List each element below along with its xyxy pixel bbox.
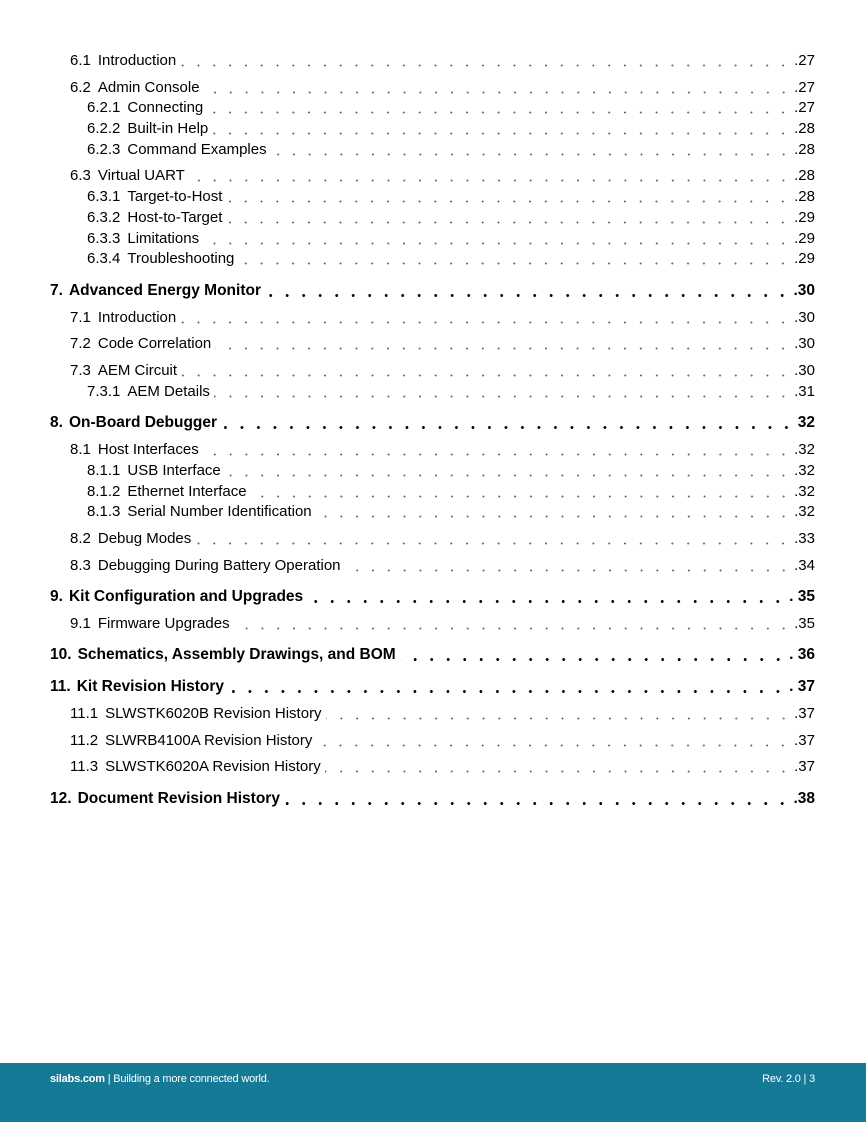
toc-page-number: .37 xyxy=(794,732,815,749)
toc-entry-6-3-3[interactable] xyxy=(87,228,815,248)
toc-page-number: .30 xyxy=(793,282,815,299)
toc-title: Target-to-Host xyxy=(127,188,223,205)
toc-entry-6-3-1[interactable] xyxy=(87,186,815,206)
toc-title: Code Correlation xyxy=(97,335,212,352)
dot-leader xyxy=(325,770,791,773)
dot-leader xyxy=(265,294,790,297)
toc-entry-7-1[interactable] xyxy=(70,307,815,327)
toc-page-number: .28 xyxy=(794,120,815,137)
dot-leader xyxy=(203,453,791,456)
toc-number: 9.1 xyxy=(70,615,91,632)
toc-entry-8[interactable] xyxy=(50,412,815,432)
toc-number: 7.3 xyxy=(70,362,91,379)
dot-leader xyxy=(238,262,791,265)
toc-page-number: .27 xyxy=(794,99,815,116)
toc-page-number: .29 xyxy=(794,209,815,226)
footer-revision-page: Rev. 2.0 | 3 xyxy=(762,1073,815,1085)
toc-number: 6.2 xyxy=(70,79,91,96)
toc-entry-7[interactable] xyxy=(50,280,815,300)
dot-leader xyxy=(226,200,791,203)
footer-tagline: | Building a more connected world. xyxy=(104,1073,270,1085)
toc-number: 11. xyxy=(50,678,71,695)
toc-entry-8-3[interactable] xyxy=(70,555,815,575)
toc-entry-6-2-3[interactable] xyxy=(87,139,815,159)
dot-leader xyxy=(195,542,791,545)
toc-title: AEM Circuit xyxy=(97,362,178,379)
toc-number: 6.3.3 xyxy=(87,230,121,247)
toc-page-number: .29 xyxy=(794,250,815,267)
toc-page-number: .32 xyxy=(794,503,815,520)
toc-entry-9-1[interactable] xyxy=(70,613,815,633)
toc-number: 6.2.2 xyxy=(87,120,121,137)
toc-page-number: .37 xyxy=(794,758,815,775)
dot-leader xyxy=(214,395,791,398)
toc-number: 11.1 xyxy=(70,705,99,722)
toc-page-number: .32 xyxy=(794,483,815,500)
toc-title: AEM Details xyxy=(127,383,210,400)
toc-number: 7. xyxy=(50,282,63,299)
toc-page-number: . 35 xyxy=(789,588,815,605)
toc-entry-6-2[interactable] xyxy=(70,77,815,97)
toc-title: Serial Number Identification xyxy=(127,503,312,520)
toc-page-number: .28 xyxy=(794,188,815,205)
toc-page-number: .31 xyxy=(794,383,815,400)
toc-title: Debugging During Battery Operation xyxy=(97,557,341,574)
dot-leader xyxy=(212,132,791,135)
toc-title: Kit Revision History xyxy=(76,678,224,695)
toc-entry-7-3-1[interactable] xyxy=(87,381,815,401)
dot-leader xyxy=(228,690,786,693)
toc-title: On-Board Debugger xyxy=(68,414,218,431)
toc-page-number: .28 xyxy=(794,141,815,158)
toc-title: Kit Configuration and Upgrades xyxy=(68,588,304,605)
toc-number: 7.1 xyxy=(70,309,91,326)
toc-page-number: .30 xyxy=(794,309,815,326)
toc-number: 11.2 xyxy=(70,732,99,749)
dot-leader xyxy=(326,717,792,720)
toc-title: Introduction xyxy=(97,52,177,69)
dot-leader xyxy=(207,111,791,114)
toc-title: Host-to-Target xyxy=(127,209,223,226)
toc-page-number: .30 xyxy=(794,362,815,379)
toc-page-number: .37 xyxy=(794,705,815,722)
toc-title: USB Interface xyxy=(127,462,221,479)
toc-entry-7-2[interactable] xyxy=(70,333,815,353)
dot-leader xyxy=(307,600,786,603)
toc-entry-11[interactable] xyxy=(50,676,815,696)
dot-leader xyxy=(251,495,792,498)
dot-leader xyxy=(345,569,792,572)
toc-number: 7.2 xyxy=(70,335,91,352)
toc-page-number: .38 xyxy=(793,790,815,807)
toc-number: 6.2.1 xyxy=(87,99,121,116)
toc-title: Ethernet Interface xyxy=(127,483,247,500)
toc-number: 6.3 xyxy=(70,167,91,184)
toc-entry-8-1[interactable] xyxy=(70,439,815,459)
dot-leader xyxy=(189,179,791,182)
dot-leader xyxy=(234,627,792,630)
toc-page-number: . 36 xyxy=(789,646,815,663)
toc-page-number: . 37 xyxy=(789,678,815,695)
toc-entry-6-1[interactable] xyxy=(70,50,815,70)
dot-leader xyxy=(221,426,795,429)
toc-page-number: .34 xyxy=(794,557,815,574)
toc-page-number: .33 xyxy=(794,530,815,547)
page-footer xyxy=(0,1063,866,1122)
toc-title: Connecting xyxy=(127,99,204,116)
toc-title: Schematics, Assembly Drawings, and BOM xyxy=(77,646,396,663)
toc-page-number: .30 xyxy=(794,335,815,352)
toc-number: 6.3.4 xyxy=(87,250,121,267)
toc-number: 9. xyxy=(50,588,63,605)
toc-number: 6.3.2 xyxy=(87,209,121,226)
toc-number: 8.1.2 xyxy=(87,483,121,500)
toc-entry-11-1[interactable] xyxy=(70,703,815,723)
toc-page-number: .32 xyxy=(794,441,815,458)
toc-page-number: .29 xyxy=(794,230,815,247)
toc-entry-6-3[interactable] xyxy=(70,165,815,185)
dot-leader xyxy=(180,64,791,67)
dot-leader xyxy=(181,374,791,377)
dot-leader xyxy=(271,153,792,156)
toc-number: 10. xyxy=(50,646,72,663)
toc-title: Admin Console xyxy=(97,79,200,96)
toc-number: 8.2 xyxy=(70,530,91,547)
toc-entry-6-3-4[interactable] xyxy=(87,248,815,268)
toc-title: Advanced Energy Monitor xyxy=(68,282,261,299)
toc-page-number: .32 xyxy=(794,462,815,479)
dot-leader xyxy=(316,515,792,518)
toc-number: 7.3.1 xyxy=(87,383,121,400)
toc-number: 8.1.3 xyxy=(87,503,121,520)
toc-title: Command Examples xyxy=(127,141,267,158)
toc-number: 12. xyxy=(50,790,72,807)
dot-leader xyxy=(284,802,790,805)
toc-page-number: .27 xyxy=(794,52,815,69)
toc-title: SLWSTK6020B Revision History xyxy=(105,705,322,722)
toc-number: 8.3 xyxy=(70,557,91,574)
toc-title: Document Revision History xyxy=(77,790,280,807)
dot-leader xyxy=(316,744,791,747)
toc-entry-7-3[interactable] xyxy=(70,360,815,380)
dot-leader xyxy=(215,347,791,350)
toc-entry-11-2[interactable] xyxy=(70,730,815,750)
toc-page-number: 32 xyxy=(797,414,815,431)
toc-title: Troubleshooting xyxy=(127,250,235,267)
toc-title: Debug Modes xyxy=(97,530,192,547)
toc-title: Firmware Upgrades xyxy=(97,615,230,632)
toc-number: 6.3.1 xyxy=(87,188,121,205)
toc-number: 11.3 xyxy=(70,758,99,775)
toc-number: 8.1 xyxy=(70,441,91,458)
toc-entry-8-1-3[interactable] xyxy=(87,501,815,521)
toc-entry-8-1-1[interactable] xyxy=(87,460,815,480)
toc-entry-12[interactable] xyxy=(50,788,815,808)
toc-entry-6-3-2[interactable] xyxy=(87,207,815,227)
toc-page-number: .27 xyxy=(794,79,815,96)
dot-leader xyxy=(204,91,792,94)
toc-title: Built-in Help xyxy=(127,120,209,137)
toc-entry-8-2[interactable] xyxy=(70,528,815,548)
toc-title: Introduction xyxy=(97,309,177,326)
dot-leader xyxy=(400,658,786,661)
dot-leader xyxy=(203,242,791,245)
toc-number: 8.1.1 xyxy=(87,462,121,479)
toc-title: SLWRB4100A Revision History xyxy=(105,732,313,749)
toc-page-number: .28 xyxy=(794,167,815,184)
toc-title: Virtual UART xyxy=(97,167,185,184)
toc-entry-9[interactable] xyxy=(50,586,815,606)
dot-leader xyxy=(226,221,791,224)
toc-entry-6-2-2[interactable] xyxy=(87,118,815,138)
footer-branding xyxy=(50,1073,269,1085)
toc-number: 6.2.3 xyxy=(87,141,121,158)
footer-site-link[interactable]: silabs.com xyxy=(50,1073,105,1085)
toc-page-number: .35 xyxy=(794,615,815,632)
dot-leader xyxy=(225,474,791,477)
dot-leader xyxy=(180,321,791,324)
toc-entry-11-3[interactable] xyxy=(70,756,815,776)
toc-entry-8-1-2[interactable] xyxy=(87,481,815,501)
toc-entry-10[interactable] xyxy=(50,644,815,664)
toc-title: Limitations xyxy=(127,230,200,247)
toc-title: SLWSTK6020A Revision History xyxy=(105,758,321,775)
toc-entry-6-2-1[interactable] xyxy=(87,97,815,117)
toc-number: 8. xyxy=(50,414,63,431)
toc-title: Host Interfaces xyxy=(97,441,199,458)
toc-number: 6.1 xyxy=(70,52,91,69)
